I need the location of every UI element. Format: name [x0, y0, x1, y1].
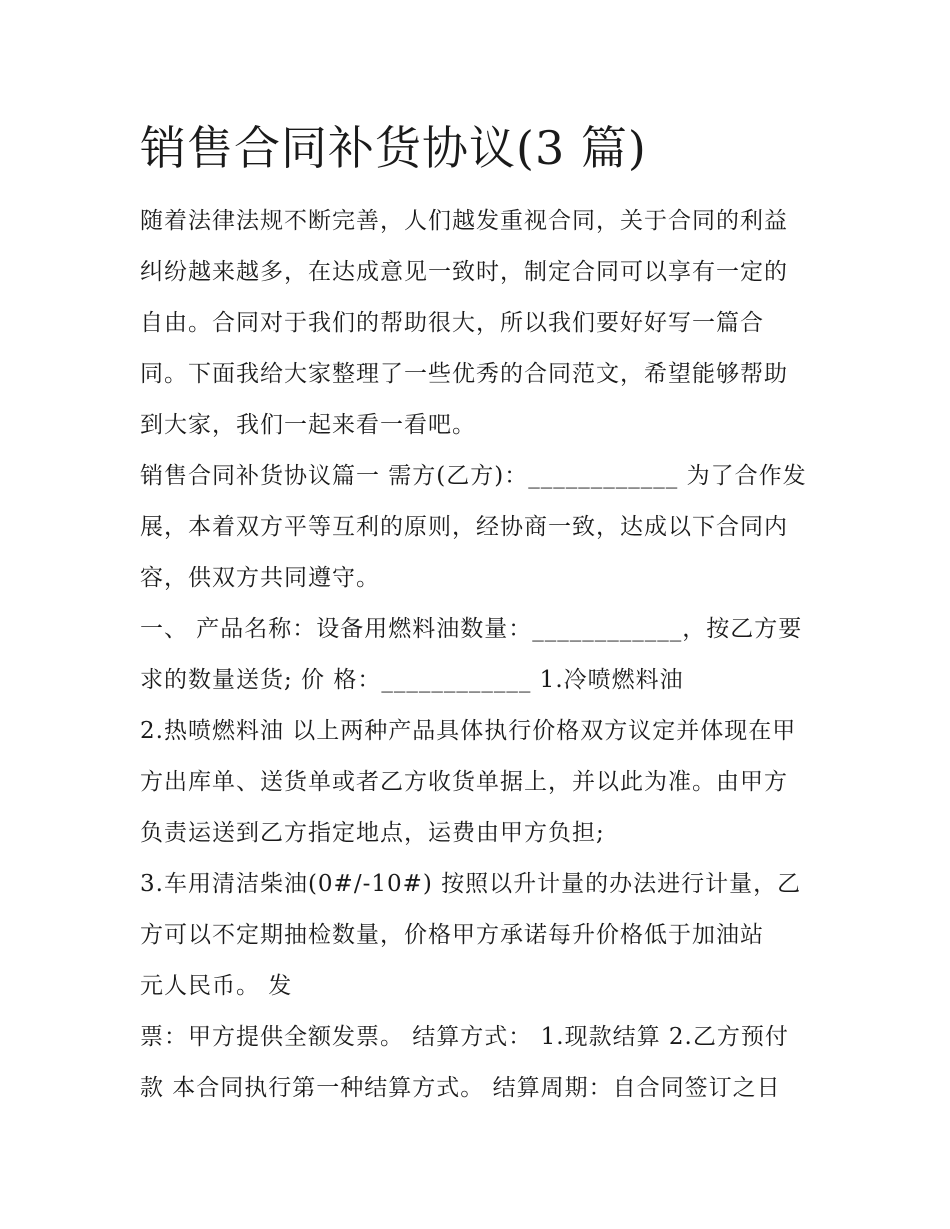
paragraph-line: 3.车用清洁柴油(0#/-10#) 按照以升计量的办法进行计量，乙: [140, 871, 802, 897]
paragraph-line: 容，供双方共同遵守。: [140, 565, 380, 591]
paragraph-line: 到大家，我们一起来看一看吧。: [140, 412, 476, 438]
paragraph-line: 销售合同补货协议篇一 需方(乙方)：____________ 为了合作发: [140, 463, 807, 489]
paragraph-line: 票：甲方提供全额发票。 结算方式： 1.现款结算 2.乙方预付: [140, 1024, 789, 1050]
paragraph-line: 方出库单、送货单或者乙方收货单据上，并以此为准。由甲方: [140, 769, 788, 795]
paragraph-line: 随着法律法规不断完善，人们越发重视合同，关于合同的利益: [140, 208, 788, 234]
paragraph-line: 同。下面我给大家整理了一些优秀的合同范文，希望能够帮助: [140, 361, 788, 387]
paragraph-line: 展，本着双方平等互利的原则，经协商一致，达成以下合同内: [140, 514, 788, 540]
paragraph-line: 纠纷越来越多，在达成意见一致时，制定合同可以享有一定的: [140, 259, 788, 285]
paragraph-line: 自由。合同对于我们的帮助很大，所以我们要好好写一篇合: [140, 310, 764, 336]
paragraph-line: 2.热喷燃料油 以上两种产品具体执行价格双方议定并体现在甲: [140, 718, 797, 744]
document-title: 销售合同补货协议(3 篇): [140, 121, 647, 175]
paragraph-line: 一、 产品名称：设备用燃料油数量：____________，按乙方要: [140, 616, 803, 642]
paragraph-line: 元人民币。 发: [140, 973, 293, 999]
paragraph-line: 求的数量送货; 价 格：____________ 1.冷喷燃料油: [140, 667, 684, 693]
paragraph-line: 方可以不定期抽检数量，价格甲方承诺每升价格低于加油站: [140, 922, 764, 948]
paragraph-line: 负责运送到乙方指定地点，运费由甲方负担;: [140, 820, 605, 846]
document-body: [140, 196, 820, 1114]
paragraph-line: 款 本合同执行第一种结算方式。 结算周期：自合同签订之日: [140, 1075, 781, 1101]
